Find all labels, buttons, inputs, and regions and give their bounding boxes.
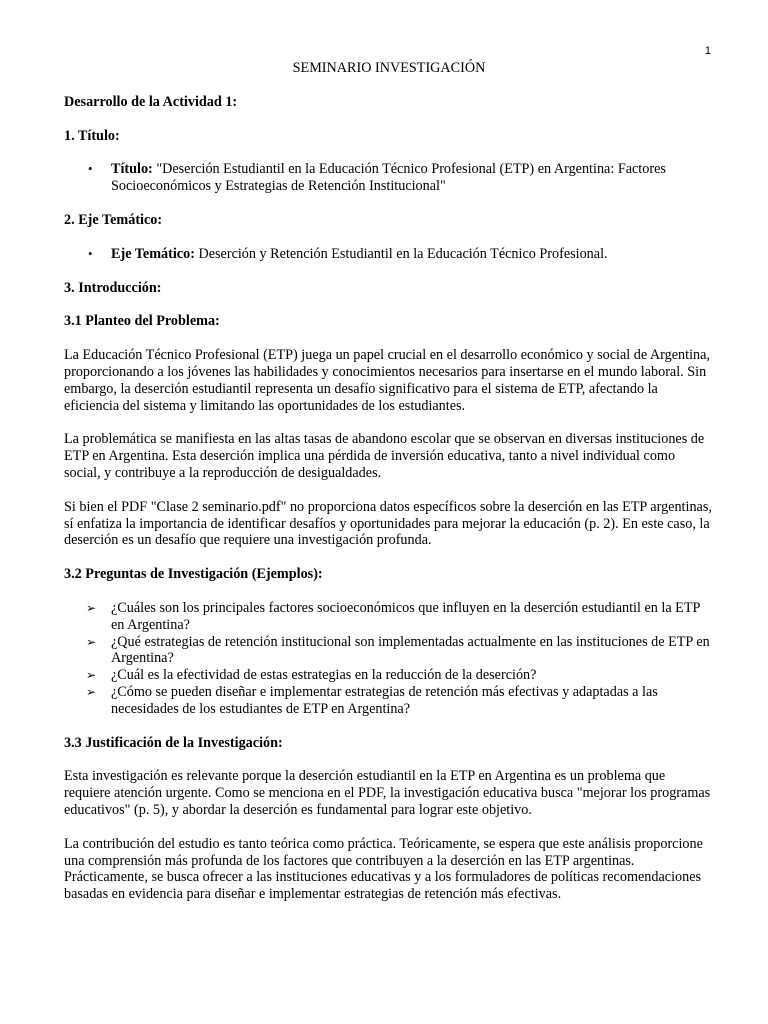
- paragraph: La Educación Técnico Profesional (ETP) juega un papel crucial en el desarrollo económico y social de Argentina, proporcionando a los jóvenes las habilidades y conocimientos necesarios para insertarse en el mundo laboral. Sin embargo, la deserción estudiantil representa un desafío significativo para el sistema de ETP, afectando la eficiencia del sistema y limitando las oportunidades de los estudiantes.: [64, 347, 710, 414]
- question-text: ¿Cuáles son los principales factores socioeconómicos que influyen en la deserción estudiantil en la ETP en Argentina?: [111, 599, 700, 633]
- bullet-icon: •: [88, 245, 93, 261]
- section-2-list: [64, 246, 714, 263]
- list-item: [64, 634, 714, 668]
- question-text: ¿Qué estrategias de retención institucional son implementadas actualmente en las instituciones de ETP en Argentina?: [111, 633, 710, 667]
- bullet-label: Título:: [111, 161, 153, 178]
- arrow-bullet-icon: ➢: [86, 684, 97, 699]
- bullet-text: "Deserción Estudiantil en la Educación Técnico Profesional (ETP) en Argentina: Factores Socioeconómicos y Estrategias de Retención Institucional": [111, 161, 666, 195]
- section-1-heading: 1. Título:: [64, 127, 120, 144]
- bullet-label: Eje Temático:: [111, 245, 195, 262]
- activity-heading: Desarrollo de la Actividad 1:: [64, 93, 238, 110]
- paragraph: La problemática se manifiesta en las altas tasas de abandono escolar que se observan en diversas instituciones de ETP en Argentina. Esta deserción implica una pérdida de inversión educativa, tanto a nivel individual como social, y contribuye a la reproducción de desigualdades.: [64, 431, 705, 481]
- arrow-bullet-icon: ➢: [86, 668, 97, 683]
- section-3-2-heading: 3.2 Preguntas de Investigación (Ejemplos):: [64, 566, 323, 583]
- list-item: [64, 161, 714, 195]
- list-item: [64, 600, 714, 634]
- bullet-text: Deserción y Retención Estudiantil en la Educación Técnico Profesional.: [194, 245, 608, 262]
- section-3-1-heading: 3.1 Planteo del Problema:: [64, 313, 220, 330]
- section-3-3-heading: 3.3 Justificación de la Investigación:: [64, 734, 283, 751]
- list-item: [64, 684, 714, 718]
- arrow-bullet-icon: ➢: [86, 634, 97, 649]
- document-body: [64, 60, 714, 920]
- page-number: 1: [704, 45, 711, 57]
- document-title: SEMINARIO INVESTIGACIÓN: [292, 60, 486, 76]
- paragraph: Si bien el PDF "Clase 2 seminario.pdf" no proporciona datos específicos sobre la deserción en las ETP argentinas, sí enfatiza la importancia de identificar desafíos y oportunidades para mejorar la educación (p. 2). En este caso, la deserción es un desafío que requiere una investigación profunda.: [64, 498, 712, 549]
- list-item: [64, 667, 714, 684]
- question-text: ¿Cómo se pueden diseñar e implementar estrategias de retención más efectivas y adaptadas a las necesidades de los estudiantes de ETP en Argentina?: [111, 683, 658, 717]
- question-text: ¿Cuál es la efectividad de estas estrategias en la reducción de la deserción?: [111, 667, 537, 684]
- research-questions-list: [64, 600, 714, 718]
- arrow-bullet-icon: ➢: [86, 600, 97, 615]
- section-1-list: [64, 161, 714, 195]
- paragraph: Esta investigación es relevante porque la deserción estudiantil en la ETP en Argentina es un problema que requiere atención urgente. Como se menciona en el PDF, la investigación educativa busca "mejorar los programas educativos" (p. 5), y abordar la deserción es fundamental para lograr este objetivo.: [64, 768, 711, 818]
- section-2-heading: 2. Eje Temático:: [64, 211, 163, 228]
- paragraph: La contribución del estudio es tanto teórica como práctica. Teóricamente, se espera que este análisis proporcione una comprensión más profunda de los factores que contribuyen a la deserción en las ETP argentinas. Prácticamente, se busca ofrecer a las instituciones educativas y a los formuladores de políticas recomendaciones basadas en evidencia para diseñar e implementar estrategias de retención más efectivas.: [64, 835, 703, 903]
- bullet-icon: •: [88, 161, 93, 177]
- list-item: [64, 246, 714, 263]
- section-3-heading: 3. Introducción:: [64, 279, 162, 296]
